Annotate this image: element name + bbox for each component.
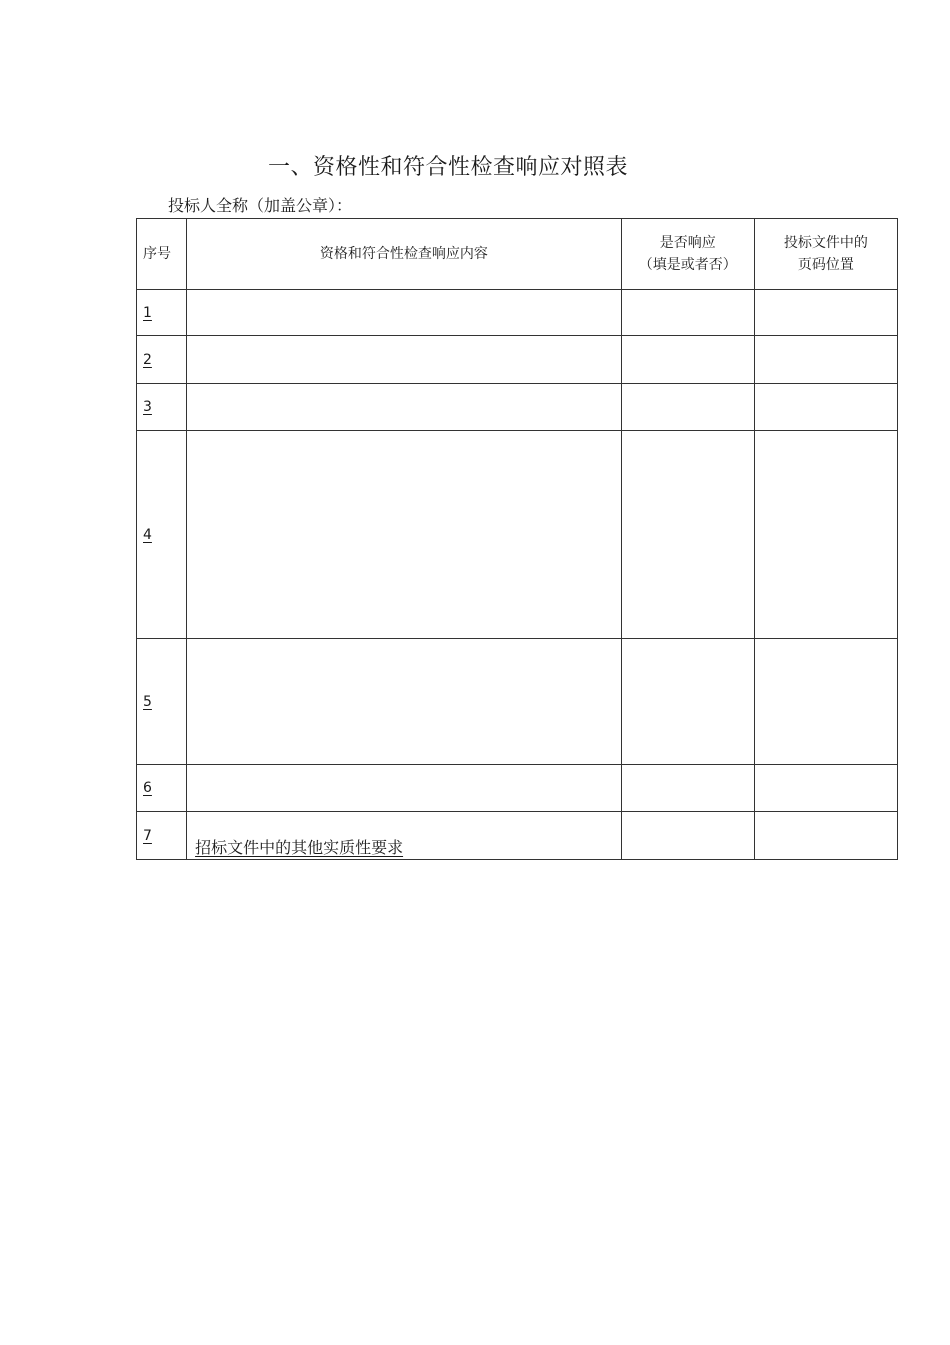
row-seq [137, 812, 187, 860]
row-seq [137, 384, 187, 431]
table-row [137, 765, 898, 812]
row-response-cell[interactable] [621, 639, 754, 765]
header-response-line1: 是否响应 [659, 235, 716, 251]
row-seq-number: 3 [143, 399, 152, 415]
page-title: 一、资格性和符合性检查响应对照表 [268, 155, 629, 180]
row-content-cell[interactable] [187, 765, 622, 812]
row-response-cell[interactable] [621, 336, 754, 384]
table-row [137, 639, 898, 765]
row-seq [137, 639, 187, 765]
header-response-line2: （填是或者否） [638, 257, 737, 273]
row-response-cell[interactable] [621, 812, 754, 860]
header-content: 资格和符合性检查响应内容 [187, 219, 622, 290]
table-header-row [137, 219, 898, 290]
row-page-cell[interactable] [754, 290, 897, 336]
response-table [136, 218, 898, 860]
header-page-line1: 投标文件中的 [783, 235, 868, 251]
row-seq-number: 5 [143, 693, 152, 710]
row-page-cell[interactable] [754, 384, 897, 431]
row-seq [137, 765, 187, 812]
row-response-cell[interactable] [621, 765, 754, 812]
row-content-text: 招标文件中的其他实质性要求 [195, 838, 404, 857]
row-response-cell[interactable] [621, 384, 754, 431]
row-content-cell[interactable] [187, 384, 622, 431]
table-row [137, 384, 898, 431]
table-row [137, 812, 898, 860]
row-seq-number: 6 [143, 780, 152, 796]
row-seq [137, 431, 187, 639]
row-page-cell[interactable] [754, 336, 897, 384]
header-page-line2: 页码位置 [797, 257, 854, 273]
table-row [137, 290, 898, 336]
row-content-cell[interactable] [187, 290, 622, 336]
header-seq: 序号 [137, 219, 187, 290]
row-page-cell[interactable] [754, 639, 897, 765]
row-content-cell[interactable] [187, 639, 622, 765]
row-page-cell[interactable] [754, 765, 897, 812]
row-content-cell[interactable] [187, 336, 622, 384]
row-response-cell[interactable] [621, 290, 754, 336]
row-response-cell[interactable] [621, 431, 754, 639]
bidder-name-label: 投标人全称（加盖公章）： [168, 196, 353, 215]
header-page-location [754, 219, 897, 290]
row-seq [137, 290, 187, 336]
header-response [621, 219, 754, 290]
table-row [137, 336, 898, 384]
row-seq-number: 2 [143, 351, 152, 368]
row-seq-number: 1 [143, 304, 152, 321]
row-seq-number: 7 [143, 828, 152, 844]
row-page-cell[interactable] [754, 431, 897, 639]
row-content-cell[interactable] [187, 431, 622, 639]
row-content-cell[interactable] [187, 812, 622, 860]
table-row [137, 431, 898, 639]
row-seq [137, 336, 187, 384]
row-seq-number: 4 [143, 526, 152, 543]
row-page-cell[interactable] [754, 812, 897, 860]
